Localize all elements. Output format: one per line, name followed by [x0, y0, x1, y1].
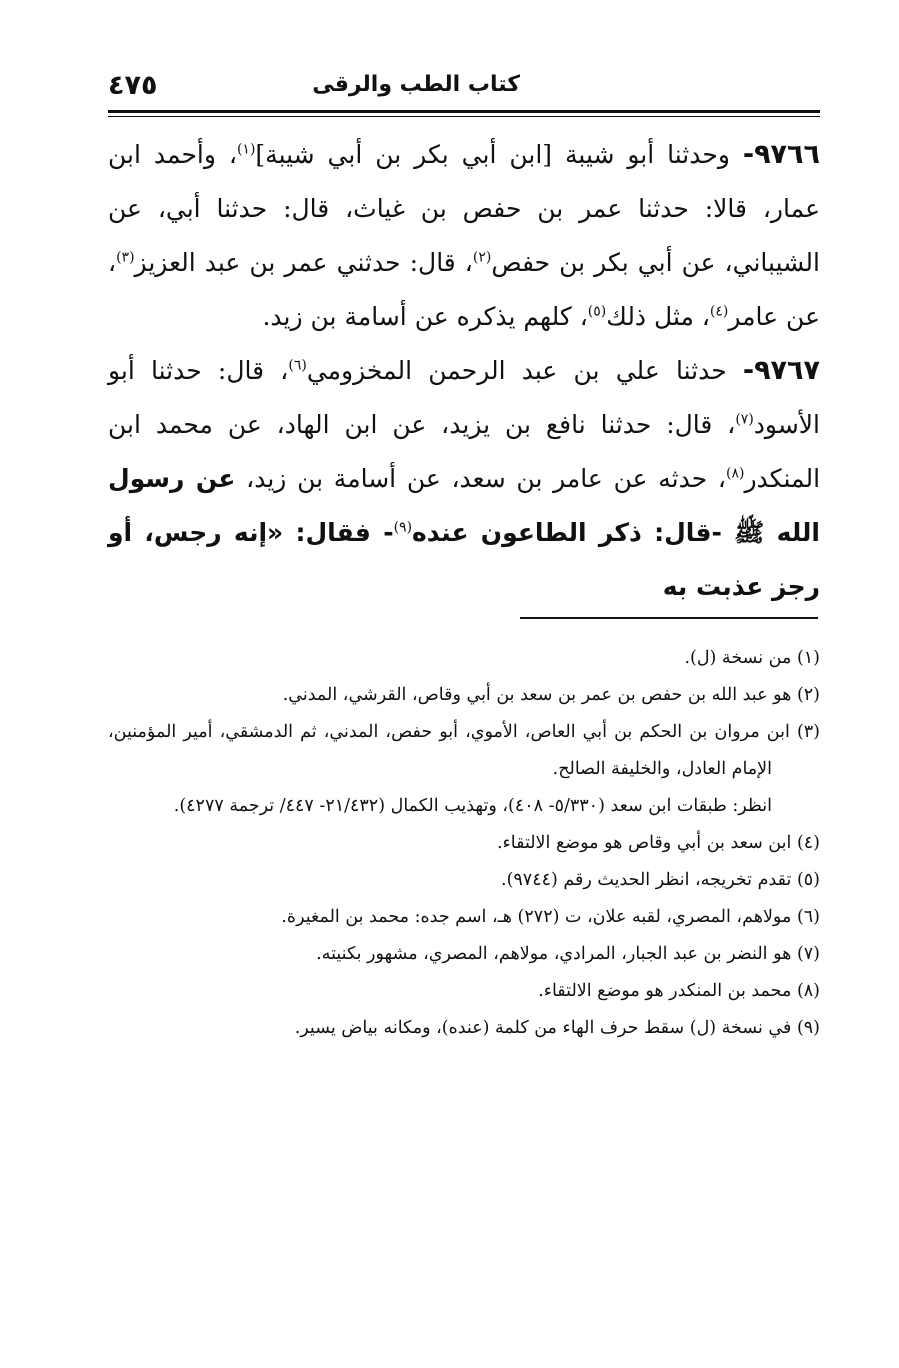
footnote-number: (٨) — [796, 981, 820, 1001]
hadith-text: ، مثل ذلك — [606, 302, 710, 331]
footnote-ref: (٥) — [587, 303, 607, 320]
hadith-number: ٩٧٦٦- — [742, 139, 820, 170]
footnote-number: (٤) — [796, 833, 820, 853]
footnote-number: (٢) — [796, 685, 820, 705]
footnote-text: من نسخة (ل). — [684, 648, 792, 668]
hadith-text: حدثنا علي بن عبد الرحمن المخزومي — [306, 356, 743, 385]
footnote-item — [108, 862, 820, 899]
footnote-item — [108, 1010, 820, 1047]
hadith-text: ، حدثه عن عامر بن سعد، عن أسامة بن زيد، — [235, 464, 726, 493]
footnote-ref: (٣) — [116, 249, 135, 266]
footnote-text: هو النضر بن عبد الجبار، المرادي، مولاهم، المصري، مشهور بكنيته. — [316, 944, 792, 964]
hadith-text: وحدثنا أبو شيبة [ابن أبي بكر بن أبي شيبة] — [255, 140, 743, 169]
footnote-item — [108, 825, 820, 862]
footnote-text: محمد بن المنكدر هو موضع الالتقاء. — [538, 981, 792, 1001]
footnote-text: مولاهم، المصري، لقبه علان، ت (٢٧٢) هـ، اسم جده: محمد بن المغيرة. — [281, 907, 792, 927]
hadith-text: ، وأحمد ابن عمار، قالا: حدثنا عمر بن حفص بن غياث، قال: حدثنا أبي، عن الشيباني، عن أبي بكر بن حفص — [108, 140, 820, 277]
hadith-text: ، قال: حدثنا أبو الأسود — [108, 356, 820, 439]
footnote-ref: (٢) — [472, 249, 492, 266]
footnote-text: هو عبد الله بن حفص بن عمر بن سعد بن أبي وقاص، القرشي، المدني. — [282, 685, 792, 705]
footnote-number: (٥) — [796, 870, 820, 890]
footnote-text: انظر: طبقات ابن سعد (٥/٣٣٠- ٤٠٨)، وتهذيب الكمال (٢١/٤٣٢- ٤٤٧/ ترجمة ٤٢٧٧). — [173, 796, 772, 816]
header-rule — [108, 110, 820, 113]
footnote-item — [108, 714, 820, 788]
footnote-continuation — [108, 788, 820, 825]
footnote-text: ابن سعد بن أبي وقاص هو موضع الالتقاء. — [496, 833, 792, 853]
footnote-ref: (٤) — [709, 303, 729, 320]
hadith-matn: - فقال: «إنه رجس، أو رجز عذبت به — [108, 518, 820, 601]
footnote-number: (٧) — [796, 944, 820, 964]
footnote-text: تقدم تخريجه، انظر الحديث رقم (٩٧٤٤). — [501, 870, 792, 890]
hadith-text: ، قال: حدثنا نافع بن يزيد، عن ابن الهاد، عن محمد ابن المنكدر — [108, 410, 821, 493]
footnote-ref: (٩) — [393, 519, 413, 536]
footnote-number: (١) — [796, 648, 820, 668]
footnote-ref: (٦) — [288, 357, 307, 374]
footnote-separator — [520, 617, 818, 619]
footnote-text: ابن مروان بن الحكم بن أبي العاص، الأموي، أبو حفص، المدني، ثم الدمشقي، أمير المؤمنين، الإمام العادل، والخليفة الصالح. — [108, 722, 790, 779]
footnote-item — [108, 640, 820, 677]
footnote-ref: (٨) — [725, 465, 745, 482]
hadith-text: ، قال: حدثني عمر بن عبد العزيز — [134, 248, 473, 277]
footnote-item — [108, 677, 820, 714]
hadith-9767 — [108, 344, 820, 614]
footnote-ref: (٧) — [735, 411, 754, 428]
footnote-number: (٦) — [796, 907, 820, 927]
page-number: ٤٧٥ — [108, 70, 158, 101]
hadith-matn: عن رسول الله ﷺ -قال: ذكر الطاعون عنده — [108, 464, 820, 547]
footnote-item — [108, 973, 820, 1010]
running-title: كتاب الطب والرقى — [312, 72, 520, 97]
footnote-item — [108, 936, 820, 973]
footnote-text: في نسخة (ل) سقط حرف الهاء من كلمة (عنده)، ومكانه بياض يسير. — [294, 1018, 792, 1038]
footnote-item — [108, 899, 820, 936]
hadith-text: ، كلهم يذكره عن أسامة بن زيد. — [262, 302, 588, 331]
footnotes — [108, 640, 820, 1047]
footnote-ref: (١) — [236, 141, 256, 158]
hadith-9766 — [108, 128, 820, 344]
footnote-number: (٣) — [796, 722, 820, 742]
hadith-number: ٩٧٦٧- — [742, 355, 820, 386]
main-text — [108, 128, 820, 614]
header-rule-thin — [108, 116, 820, 117]
page-header — [108, 70, 820, 112]
footnote-number: (٩) — [796, 1018, 820, 1038]
hadith-text: ، عن عامر — [108, 248, 820, 331]
